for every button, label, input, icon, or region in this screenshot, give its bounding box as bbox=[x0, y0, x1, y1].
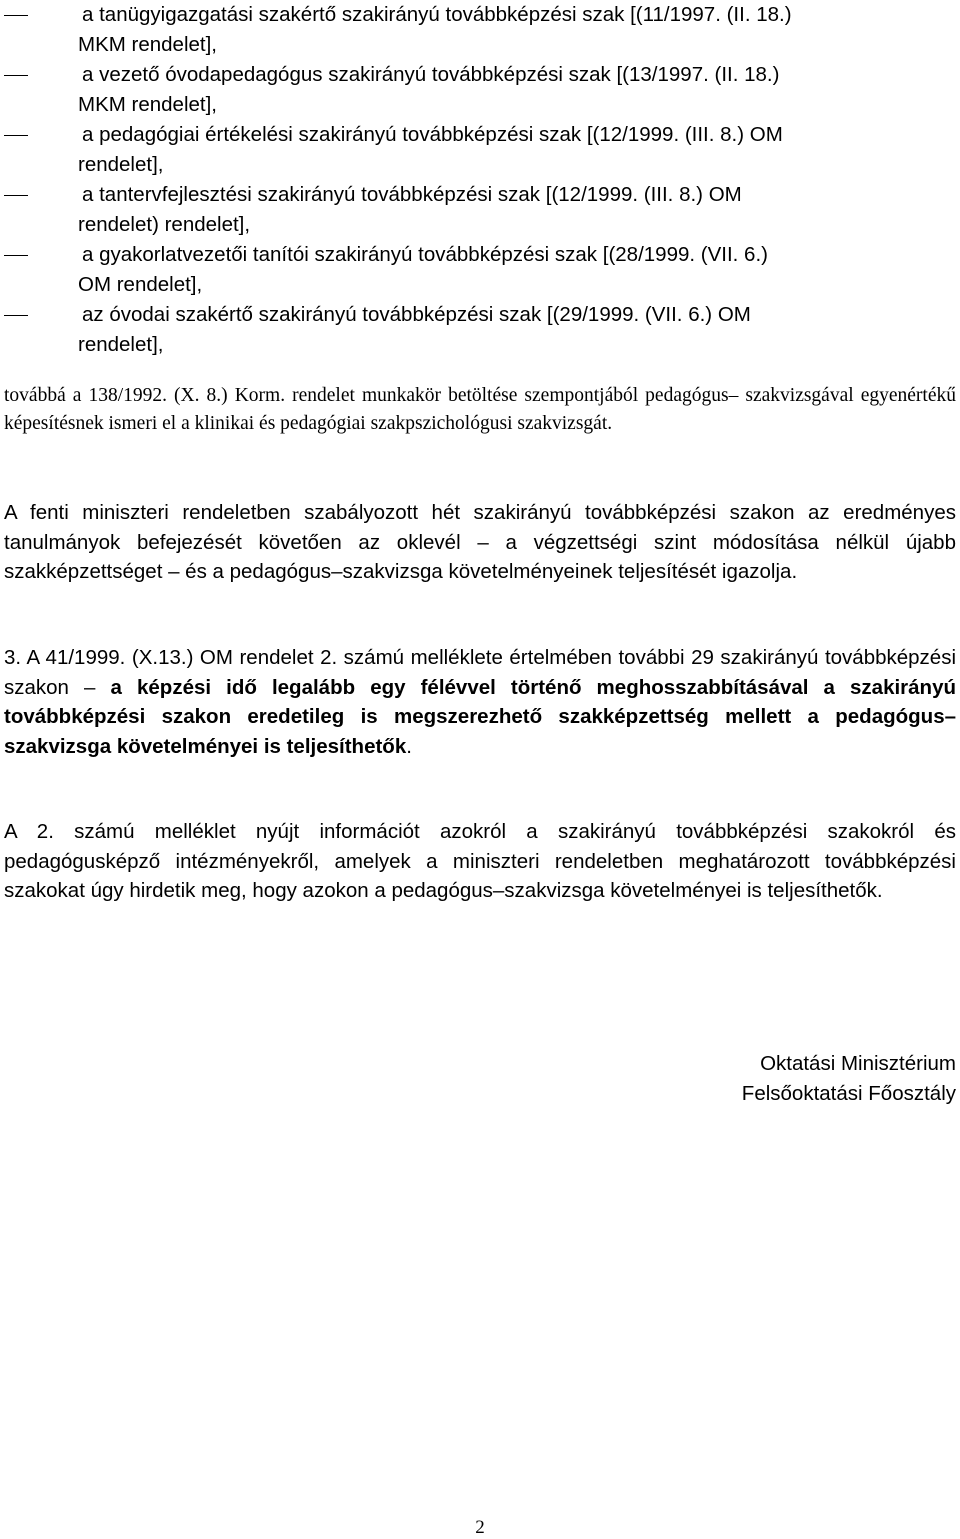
dash-bullet bbox=[4, 75, 28, 76]
korm-rendelet-paragraph: továbbá a 138/1992. (X. 8.) Korm. rendelet munkakör betöltése szempontjából pedagógus– szakvizsgával egyenértékű képesítésnek ismeri el a klinikai és pedagógiai szakpszichológusi szakvizsgát. bbox=[4, 385, 956, 434]
list-item-text: a gyakorlatvezetői tanítói szakirányú továbbképzési szak [(28/1999. (VII. 6.) OM rendelet], bbox=[78, 243, 768, 296]
section-3-bold-text: a képzési idő legalább egy félévvel történő meghosszabbításával a szakirányú továbbképzési szakon eredetileg is megszerezhető szakképzettség mellett a pedagógus–szakvizsga követelményei is teljesíthetők bbox=[4, 675, 957, 758]
signature-ministry: Oktatási Minisztérium bbox=[760, 1052, 956, 1075]
page-number: 2 bbox=[475, 1517, 485, 1538]
signature-department: Felsőoktatási Főosztály bbox=[741, 1081, 956, 1105]
dash-bullet bbox=[4, 315, 28, 316]
list-item-text: a pedagógiai értékelési szakirányú továbbképzési szak [(12/1999. (III. 8.) OM rendelet], bbox=[78, 123, 783, 176]
dash-bullet bbox=[4, 15, 28, 16]
annex-paragraph: A 2. számú melléklet nyújt információt azokról a szakirányú továbbképzési szakokról és pedagógusképző intézményekről, amelyek a miniszteri rendeletben meghatározott továbbképzési szakokat úgy hirdetik meg, hogy azokon a pedagógus–szakvizsga követelményei is teljesíthetők. bbox=[4, 820, 956, 902]
list-item bbox=[0, 60, 956, 120]
dash-bullet bbox=[4, 195, 28, 196]
list-item bbox=[0, 300, 956, 360]
list-item bbox=[0, 0, 956, 60]
summary-paragraph: A fenti miniszteri rendeletben szabályozott hét szakirányú továbbképzési szakon az eredményes tanulmányok befejezését követően az oklevél – a végzettségi szint módosítása nélkül újabb szakképzettséget – és a pedagógus–szakvizsga követelményeinek teljesítését igazolja. bbox=[4, 501, 956, 583]
dash-bullet bbox=[4, 135, 28, 136]
list-item-text: a tantervfejlesztési szakirányú továbbképzési szak [(12/1999. (III. 8.) OM rendelet) rendelet], bbox=[78, 183, 742, 236]
list-item-text: a vezető óvodapedagógus szakirányú továbbképzési szak [(13/1997. (II. 18.) MKM rendelet], bbox=[78, 63, 780, 116]
list-item bbox=[0, 120, 956, 180]
list-item bbox=[0, 180, 956, 240]
list-item bbox=[0, 240, 956, 300]
list-item-text: a tanügyigazgatási szakértő szakirányú továbbképzési szak [(11/1997. (II. 18.) MKM rendelet], bbox=[78, 3, 792, 56]
section-3-paragraph bbox=[4, 643, 956, 761]
dash-bullet bbox=[4, 255, 28, 256]
section-3-end: . bbox=[406, 734, 412, 758]
specialization-list bbox=[0, 0, 956, 360]
section-3-text: 3. A 41/1999. (X.13.) OM rendelet 2. számú melléklete értelmében további 29 szakirányú továbbképzési szakon – bbox=[4, 646, 956, 699]
list-item-text: az óvodai szakértő szakirányú továbbképzési szak [(29/1999. (VII. 6.) OM rendelet], bbox=[78, 303, 751, 356]
signature-block bbox=[742, 1049, 956, 1108]
